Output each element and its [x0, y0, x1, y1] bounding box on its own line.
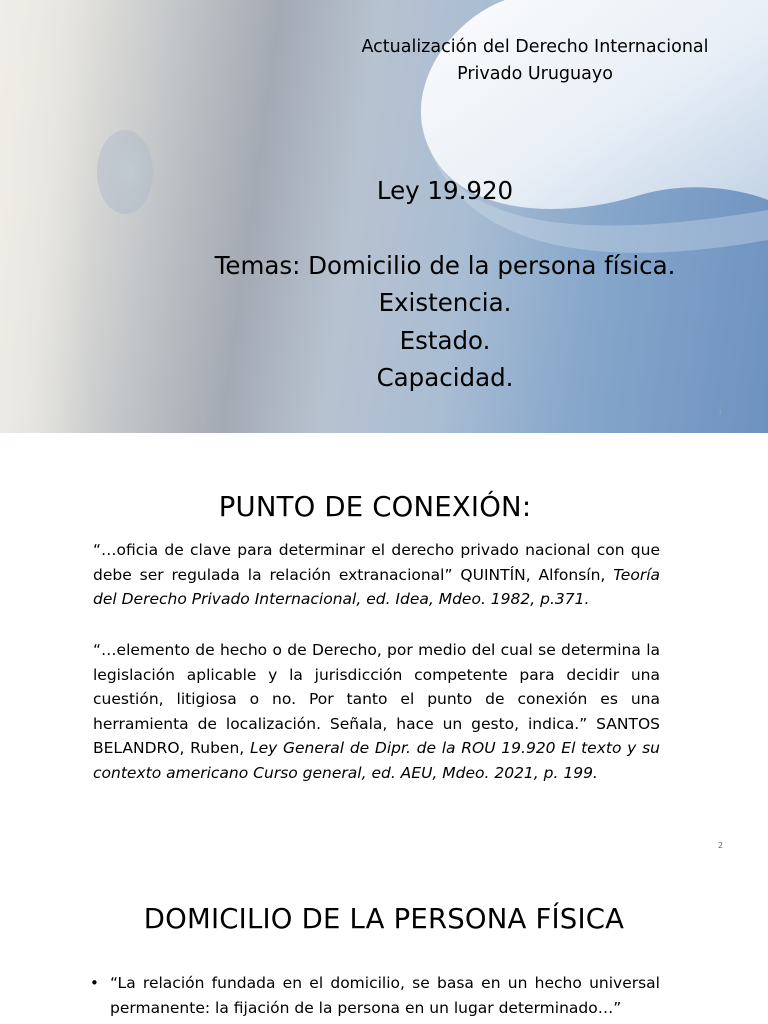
slide-title: PUNTO DE CONEXIÓN: [218, 491, 532, 523]
topics-line-1: Temas: Domicilio de la persona física. [214, 250, 676, 280]
topics-line-3: Estado. [399, 325, 491, 355]
law-title: Ley 19.920 [376, 176, 514, 205]
quote-text: “…oficia de clave para determinar el derecho privado nacional con que debe ser regulada la relación extranacional” QUINTÍN, Alfonsín, [93, 541, 660, 584]
presentation-title [160, 172, 730, 397]
topics-line-2: Existencia. [378, 288, 512, 317]
subtitle-line-1: Actualización del Derecho Internacional [361, 37, 709, 57]
quote-paragraph-2 [93, 638, 660, 785]
bullet-icon: • [90, 974, 99, 992]
citation-reference: Ley General de Dipr. de la ROU 19.920 El texto y su contexto americano Curso general, ed. AEU, Mdeo. 2021, p. 199. [93, 739, 660, 782]
slide-title: DOMICILIO DE LA PERSONA FÍSICA [143, 903, 625, 935]
slide-number: 2 [718, 841, 724, 850]
citation-reference: Teoría del Derecho Privado Internacional, ed. Idea, Mdeo. 1982, p.371. [93, 565, 660, 608]
topics-line-4: Capacidad. [376, 363, 514, 392]
presentation-subtitle [330, 34, 740, 88]
title-slide [0, 0, 768, 433]
content-slide-punto-de-conexion [0, 433, 768, 865]
bullet-item [90, 971, 660, 1020]
quote-paragraph-1 [93, 538, 660, 612]
content-slide-domicilio [0, 865, 768, 1024]
slide-number: 1 [718, 408, 723, 416]
bullet-text: “La relación fundada en el domicilio, se basa en un hecho universal permanente: la fijación de la persona en un lugar determinado…” [110, 974, 660, 1017]
quote-text: “…elemento de hecho o de Derecho, por medio del cual se determina la legislación aplicable y la jurisdicción competente para decidir una cuestión, litigiosa o no. Por tanto el punto de conexión es una herramienta de localización. Señala, hace un gesto, indica.” SANTOS BELANDRO, Ruben, [93, 641, 660, 757]
subtitle-line-2: Privado Uruguayo [457, 64, 613, 84]
